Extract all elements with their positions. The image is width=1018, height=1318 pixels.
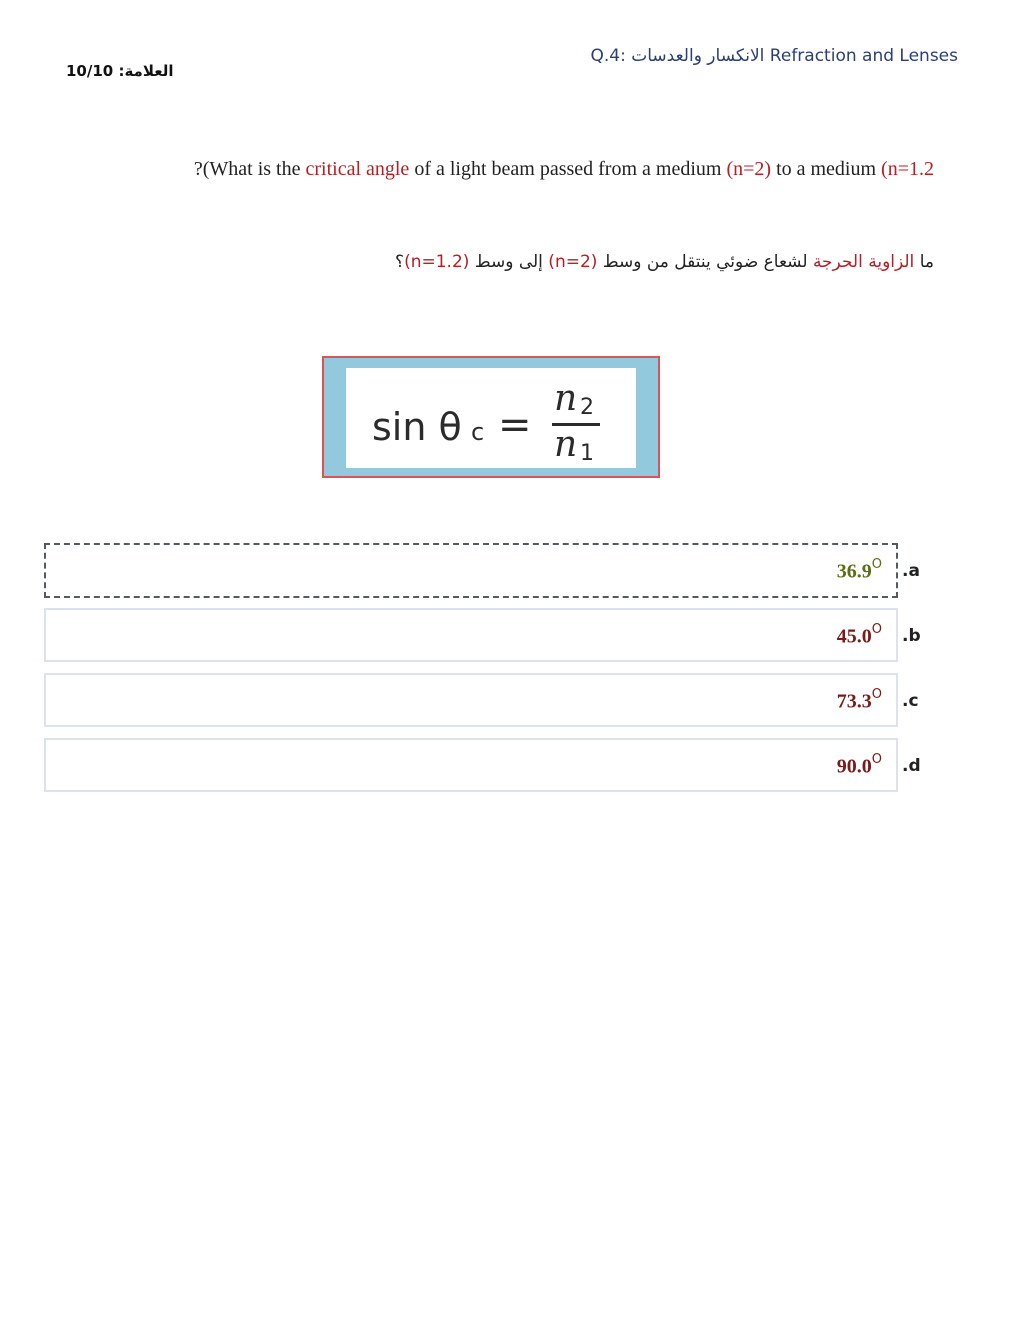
- question-text-english: [194, 158, 934, 181]
- question-arabic-segment: ما: [914, 252, 934, 272]
- formula-panel: [346, 368, 636, 468]
- answer-option-d[interactable]: [44, 738, 898, 792]
- question-title: Q.4: الانكسار والعدسات Refraction and Lenses: [590, 46, 958, 66]
- option-row: [44, 543, 944, 597]
- option-number: 36.9: [836, 560, 872, 583]
- option-letter: .a: [902, 561, 920, 581]
- formula-numerator-sub: 2: [580, 395, 594, 420]
- option-number: 45.0: [836, 625, 872, 648]
- answer-option-a[interactable]: [44, 543, 898, 598]
- answer-option-b[interactable]: [44, 608, 898, 662]
- question-arabic-segment: ؟: [395, 252, 405, 272]
- answer-option-c[interactable]: [44, 673, 898, 727]
- formula-subscript: c: [471, 418, 485, 446]
- degree-symbol: O: [871, 687, 882, 702]
- option-row: [44, 608, 944, 662]
- question-arabic-segment: لشعاع ضوئي ينتقل من وسط: [597, 252, 813, 272]
- option-number: 90.0: [836, 755, 872, 778]
- formula-equals: =: [498, 402, 532, 448]
- degree-symbol: O: [871, 752, 882, 767]
- question-english-segment: of a light beam passed from a medium: [409, 158, 727, 180]
- question-english-segment: ?(What is the: [193, 158, 306, 180]
- option-row: [44, 673, 944, 727]
- question-arabic-segment: الزاوية الحرجة: [812, 252, 915, 272]
- question-english-segment: (n=2): [726, 158, 772, 180]
- option-value: [837, 559, 882, 584]
- question-arabic-segment: (n=1.2): [404, 252, 470, 272]
- question-arabic-segment: إلى وسط: [469, 252, 549, 272]
- question-english-segment: (n=1.2: [881, 158, 934, 180]
- formula-lhs: sin θ: [372, 405, 462, 449]
- option-letter: .b: [902, 626, 921, 646]
- option-number: 73.3: [836, 690, 872, 713]
- question-english-segment: to a medium: [771, 158, 882, 180]
- formula-numerator: n: [554, 378, 578, 419]
- option-value: [837, 624, 882, 649]
- grade-label: العلامة: 10/10: [66, 62, 174, 80]
- question-english-segment: critical angle: [305, 158, 410, 180]
- critical-angle-formula: [346, 368, 636, 468]
- formula-denominator: n: [554, 424, 578, 465]
- option-letter: .d: [902, 756, 921, 776]
- degree-symbol: O: [871, 622, 882, 637]
- degree-symbol: O: [871, 557, 882, 572]
- option-row: [44, 738, 944, 792]
- option-value: [837, 754, 882, 779]
- question-text-arabic: [395, 252, 934, 272]
- answer-options: [44, 543, 944, 803]
- option-value: [837, 689, 882, 714]
- option-letter: .c: [902, 691, 919, 711]
- formula-denominator-sub: 1: [580, 441, 594, 466]
- formula-image: [322, 356, 660, 478]
- question-arabic-segment: (n=2): [548, 252, 598, 272]
